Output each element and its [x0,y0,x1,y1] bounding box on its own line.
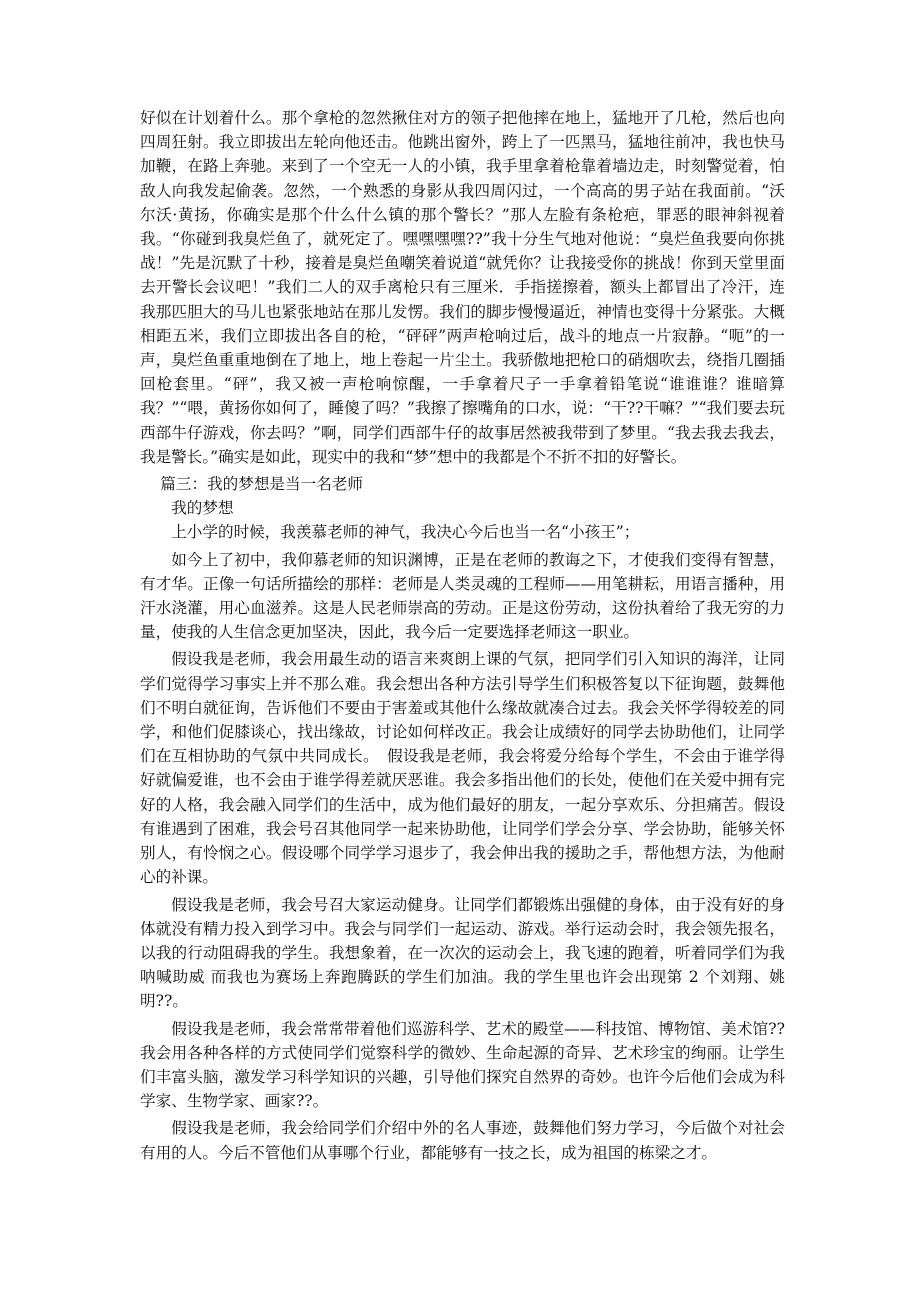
paragraph-junior-high: 如今上了初中，我仰慕老师的知识渊博，正是在老师的教诲之下，才使我们变得有智慧，有才华。正像一句话所描绘的那样：老师是人类灵魂的工程师——用笔耕耘，用语言播种，用汗水浇灌，用心血滋养。这是人民老师崇高的劳动。正是这份劳动，这份执着给了我无穷的力量，使我的人生信念更加坚决，因此，我今后一定要选择老师这一职业。 [140,550,785,642]
paragraph-primary-school: 上小学的时候，我羡慕老师的神气，我决心今后也当一名“小孩王”； [171,523,640,542]
paragraph-science-art: 假设我是老师，我会常常带着他们巡游科学、艺术的殿堂——科技馆、博物馆、美术馆??我会用各种各样的方式使同学们觉察科学的微妙、生命起源的奇异、艺术珍宝的绚丽。让学生们丰富头脑，激发学习科学知识的兴趣，引导他们探究自然界的奇妙。也许今后他们会成为科学家、生物学家、画家??。 [140,1019,785,1111]
paragraph-teaching: 假设我是老师，我会用最生动的语言来爽朗上课的气氛，把同学们引入知识的海洋，让同学们觉得学习事实上并不那么难。我会想出各种方法引导学生们积极答复以下征询题，鼓舞他们不明白就征询，告诉他们不要由于害羞或其他什么缘故就凑合过去。我会关怀学得较差的同学，和他们促膝谈心，找出缘故，讨论如何样改正。我会让成绩好的同学去协助他们，让同学们在互相协助的气氛中共同成长。 假设我是老师，我会将爱分给每个学生，不会由于谁学得好就偏爱谁，也不会由于谁学得差就厌恶谁。我会多指出他们的长处，使他们在关爱中拥有完好的人格，我会融入同学们的生活中，成为他们最好的朋友，一起分享欢乐、分担痛苦。假设有谁遇到了困难，我会号召其他同学一起来协助他，让同学们学会分享、学会协助，能够关怀别人，有怜悯之心。假设哪个同学学习退步了，我会伸出我的援助之手，帮他想方法，为他耐心的补课。 [140,650,785,887]
paragraph-western-story: 好似在计划着什么。那个拿枪的忽然揪住对方的领子把他摔在地上，猛地开了几枪，然后也向四周狂射。我立即拔出左轮向他还击。他跳出窗外，跨上了一匹黑马，猛地往前冲，我也快马加鞭，在路上奔驰。来到了一个空无一人的小镇，我手里拿着枪靠着墙边走，时刻警觉着，怕敌人向我发起偷袭。忽然，一个熟悉的身影从我四周闪过，一个高高的男子站在我面前。“沃尔沃·黄扬，你确实是那个什么什么镇的那个警长？”那人左脸有条枪疤，罪恶的眼神斜视着我。“你碰到我臭烂鱼了，就死定了。嘿嘿嘿嘿??”我十分生气地对他说：“臭烂鱼我要向你挑战！”先是沉默了十秒，接着是臭烂鱼嘲笑着说道“就凭你？让我接受你的挑战！你到天堂里面去开警长会议吧！”我们二人的双手离枪只有三厘米．手指搓擦着，额头上都冒出了冷汗，连我那匹胆大的马儿也紧张地站在那儿发愣。我们的脚步慢慢逼近，神情也变得十分紧张。大概相距五米，我们立即拔出各自的枪，“砰砰”两声枪响过后，战斗的地点一片寂静。“呃”的一声，臭烂鱼重重地倒在了地上，地上卷起一片尘土。我骄傲地把枪口的硝烟吹去，绕指几圈插回枪套里。“砰”，我又被一声枪响惊醒，一手拿着尺子一手拿着铅笔说“谁谁谁？谁暗算我？”“喂，黄扬你如何了，睡傻了吗？”我擦了擦嘴角的口水，说：“干??干嘛？”“我们要去玩西部牛仔游戏，你去吗？”啊，同学们西部牛仔的故事居然被我带到了梦里。“我去我去我去，我是警长。”确实是如此，现实中的我和“梦”想中的我都是个不折不扣的好警长。 [140,109,785,466]
document-page [140,106,785,1168]
essay-title: 我的梦想 [171,499,234,518]
paragraph-sports: 假设我是老师，我会号召大家运动健身。让同学们都锻炼出强健的身体，由于没有好的身体就没有精力投入到学习中。我会与同学们一起运动、游戏。举行运动会时，我会领先报名，以我的行动阻碍我的学生。我想象着，在一次次的运动会上，我飞速的跑着，听着同学们为我呐喊助威 而我也为赛场上奔跑腾跃的学生们加油。我的学生里也许会出现第 2 个刘翔、姚明??。 [140,895,785,1011]
section-heading: 篇三：我的梦想是当一名老师 [160,475,363,494]
paragraph-famous-people: 假设我是老师，我会给同学们介绍中外的名人事迹，鼓舞他们努力学习，今后做个对社会有用的人。今后不管他们从事哪个行业，都能够有一技之长，成为祖国的栋梁之才。 [140,1119,785,1162]
